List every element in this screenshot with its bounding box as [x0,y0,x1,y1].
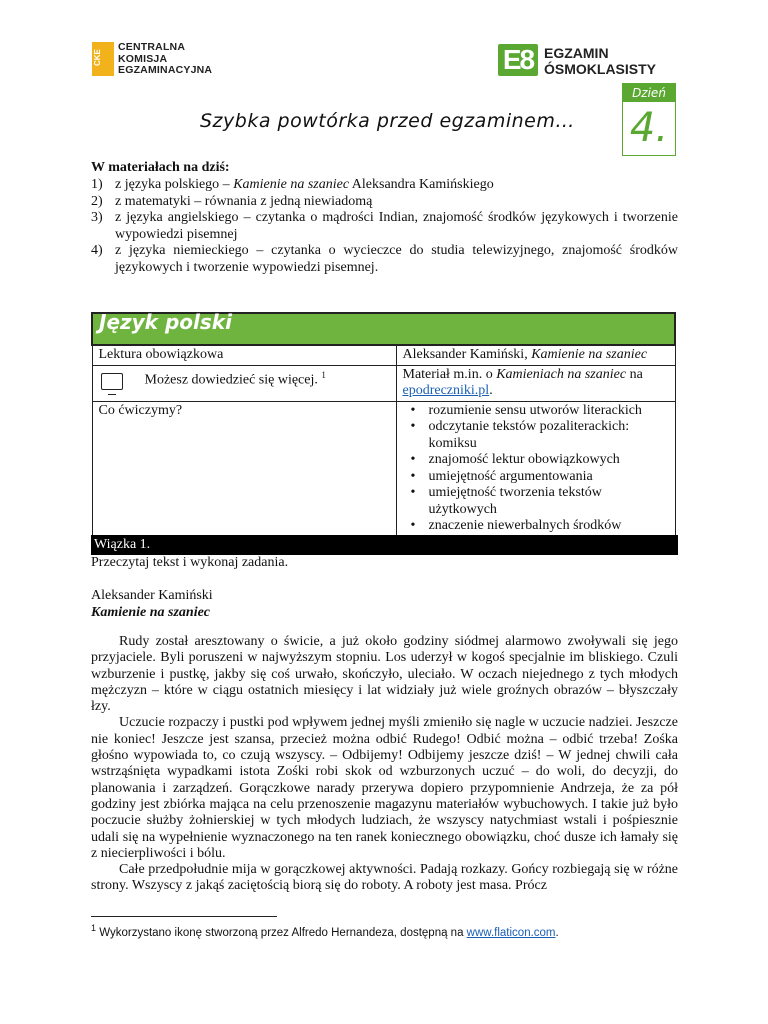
list-item: 2) z matematyki – równania z jedną niewiadomą [91,193,373,209]
cke-mark-icon: CKE [92,42,114,76]
list-item: 3) z języka angielskiego – czytanka o mądrości Indian, znajomość środków językowych i tworzenie wypowiedzi pisemnej [91,210,678,242]
list-item: 4) z języka niemieckiego – czytanka o wycieczce do studia telewizyjnego, znajomość środków językowych i tworzenie wypowiedzi pisemnej. [91,243,678,275]
materials-list [91,177,678,276]
list-item: • rozumienie sensu utworów literackich [429,403,669,420]
day-badge [622,83,676,156]
epodreczniki-link[interactable]: epodreczniki.pl [402,383,490,398]
e8-logo [498,44,678,80]
list-item: • umiejętność argumentowania [429,469,669,486]
table-cell: Aleksander Kamiński, Kamienie na szaniec [396,345,675,365]
list-item: • znaczenie niewerbalnych środków [429,518,669,551]
book-title: Kamienie na szaniec [91,605,211,620]
list-item: • znajomość lektur obowiązkowych [429,452,669,469]
e8-name: EGZAMIN ÓSMOKLASISTY [544,45,657,77]
table-cell: Lektura obowiązkowa [92,345,396,365]
paragraph: Rudy został aresztowany o świcie, a już około godziny siódmej alarmowo zwoływali się jego przyjaciele. Byli poruszeni w najwyższym stopniu. Los uderzył w kogoś specjalnie im bliskiego. Czuli wzburzenie i pustkę, jakby się coś urwało, skończyło, uleciało. W oczach niejednego z tych młodych mężczyzn – które w ciągu ostatnich miesięcy i lat widziały już wiele groźnych obrazów – błyszczały łzy. [91,634,678,715]
list-item: 1) z języka polskiego – Kamienie na szaniec Aleksandra Kamińskiego [91,177,494,192]
paragraph: Uczucie rozpaczy i pustki pod wpływem jednej myśli zmieniło się nagle w uczucie nadziei. Jeszcze nie koniec! Jeszcze jest szansa, przecież można odbić Rudego! Odbić można – odbić trzeba! Zośka głośno wypowiada to, co czują wszyscy. – Odbijemy! Odbijemy jeszcze dziś! – W jednej chwili cała wstrząśnięta wypadkami istota Zośki robi skok od wzburzonych uczuć – do woli, do decyzji, do planowania i zarządzeń. Gorączkowe narady przerywa dopiero przypomnienie Andrzeja, że za pół godziny jest zbiórka mająca na celu przenoszenie magazynu materiałów wybuchowych. I takie już było poczucie służby żołnierskiej w tych młodych ludziach, że wszyscy natychmiast wstali i pośpiesznie udali się na wypełnienie wyznaczonego na ten ranek koniecznego obowiązku, choć dusze ich łamały się z niecierpliwości i bólu. [91,715,678,861]
table-cell [396,401,675,553]
cke-logo [92,42,232,78]
page-title: Szybka powtórka przed egzaminem… [200,110,575,132]
flaticon-link[interactable]: www.flaticon.com [466,926,556,939]
table-row [92,401,675,553]
subject-table [91,312,676,553]
instruction: Przeczytaj tekst i wykonaj zadania. [91,555,289,570]
table-cell: Możesz dowiedzieć się więcej. $^1$ [92,365,396,401]
e8-mark-icon: E8 [498,44,538,76]
author: Aleksander Kamiński [91,588,213,603]
monitor-icon [101,373,123,390]
table-cell: Co ćwiczymy? [92,401,396,553]
day-number: 4. [629,105,669,151]
table-row [92,365,675,401]
table-header: Język polski [99,310,232,334]
day-label: Dzień [623,84,675,102]
list-item: • umiejętność tworzenia tekstów użytkowych [429,485,669,518]
paragraph: Całe przedpołudnie mija w gorączkowej aktywności. Padają rozkazy. Gońcy rozbiegają się w różne strony. Wszyscy z jakąś zaciętością biorą się do roboty. A roboty jest masa. Prócz [91,862,678,894]
materials-heading: W materiałach na dziś: [91,160,230,175]
table-cell: Materiał m.in. o Kamieniach na szaniec na epodreczniki.pl. [396,365,675,401]
skills-list [403,403,669,552]
footnote-divider [91,916,277,917]
bundle-bar: Wiązka 1. [91,535,678,555]
table-row [92,345,675,365]
list-item: • odczytanie tekstów pozaliterackich: komiksu [429,419,669,452]
excerpt [91,634,678,895]
cke-name: CENTRALNA KOMISJA EGZAMINACYJNA [118,41,213,76]
footnote: $^1$ Wykorzystano ikonę stworzoną przez Alfredo Hernandeza, dostępną na www.flaticon.com. [91,923,559,939]
table-header-row [92,313,675,345]
